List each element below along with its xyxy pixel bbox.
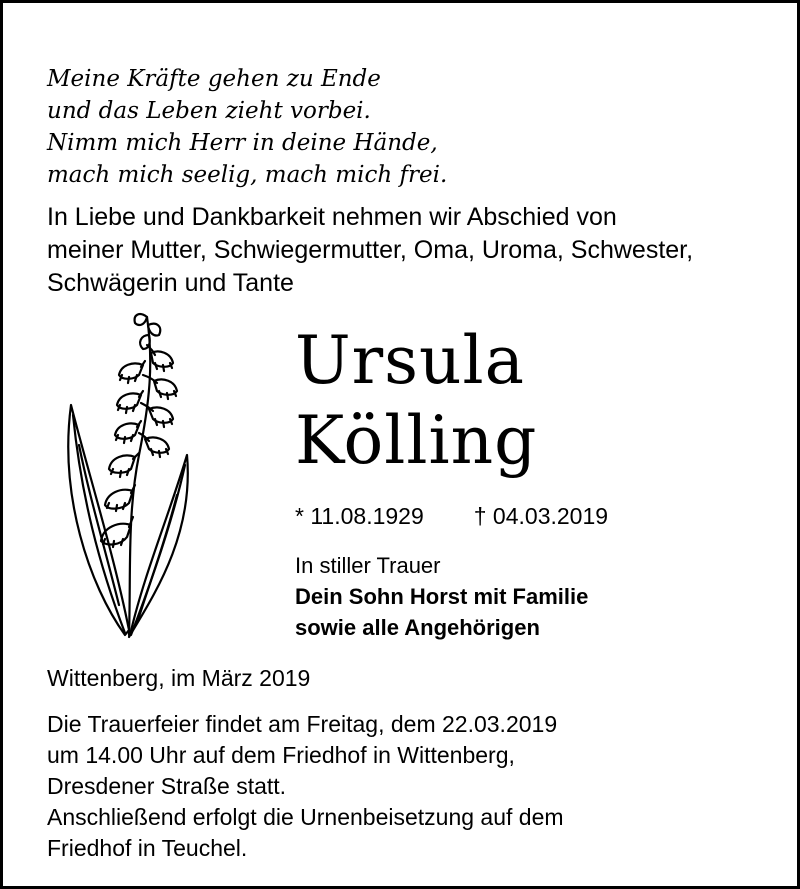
poem-line: mach mich seelig, mach mich frei.	[47, 162, 448, 188]
mourners-intro: In stiller Trauer	[295, 553, 441, 578]
funeral-info	[47, 709, 564, 864]
lily-of-the-valley-icon	[59, 305, 219, 643]
intro-text	[47, 201, 693, 300]
mourners-line: Dein Sohn Horst mit Familie	[295, 584, 589, 609]
death-date: † 04.03.2019	[473, 503, 609, 529]
poem-line: und das Leben zieht vorbei.	[47, 98, 371, 124]
funeral-line: Die Trauerfeier findet am Freitag, dem 22.03.2019	[47, 711, 558, 737]
last-name: Kölling	[295, 402, 538, 479]
funeral-line: Dresdener Straße statt.	[47, 773, 287, 799]
funeral-line: Friedhof in Teuchel.	[47, 835, 248, 861]
mourners	[295, 550, 588, 643]
place-date: Wittenberg, im März 2019	[47, 665, 311, 691]
mourners-line: sowie alle Angehörigen	[295, 615, 540, 640]
life-dates	[295, 501, 608, 531]
poem-line: Meine Kräfte gehen zu Ende	[47, 66, 381, 92]
deceased-name	[295, 321, 537, 481]
intro-line: Schwägerin und Tante	[47, 269, 294, 297]
poem	[47, 63, 447, 191]
poem-line: Nimm mich Herr in deine Hände,	[47, 130, 438, 156]
first-name: Ursula	[295, 322, 526, 399]
funeral-line: um 14.00 Uhr auf dem Friedhof in Wittenberg,	[47, 742, 515, 768]
birth-date: * 11.08.1929	[295, 503, 424, 529]
intro-line: In Liebe und Dankbarkeit nehmen wir Abschied von	[47, 203, 617, 231]
intro-line: meiner Mutter, Schwiegermutter, Oma, Uroma, Schwester,	[47, 236, 694, 264]
funeral-line: Anschließend erfolgt die Urnenbeisetzung auf dem	[47, 804, 564, 830]
